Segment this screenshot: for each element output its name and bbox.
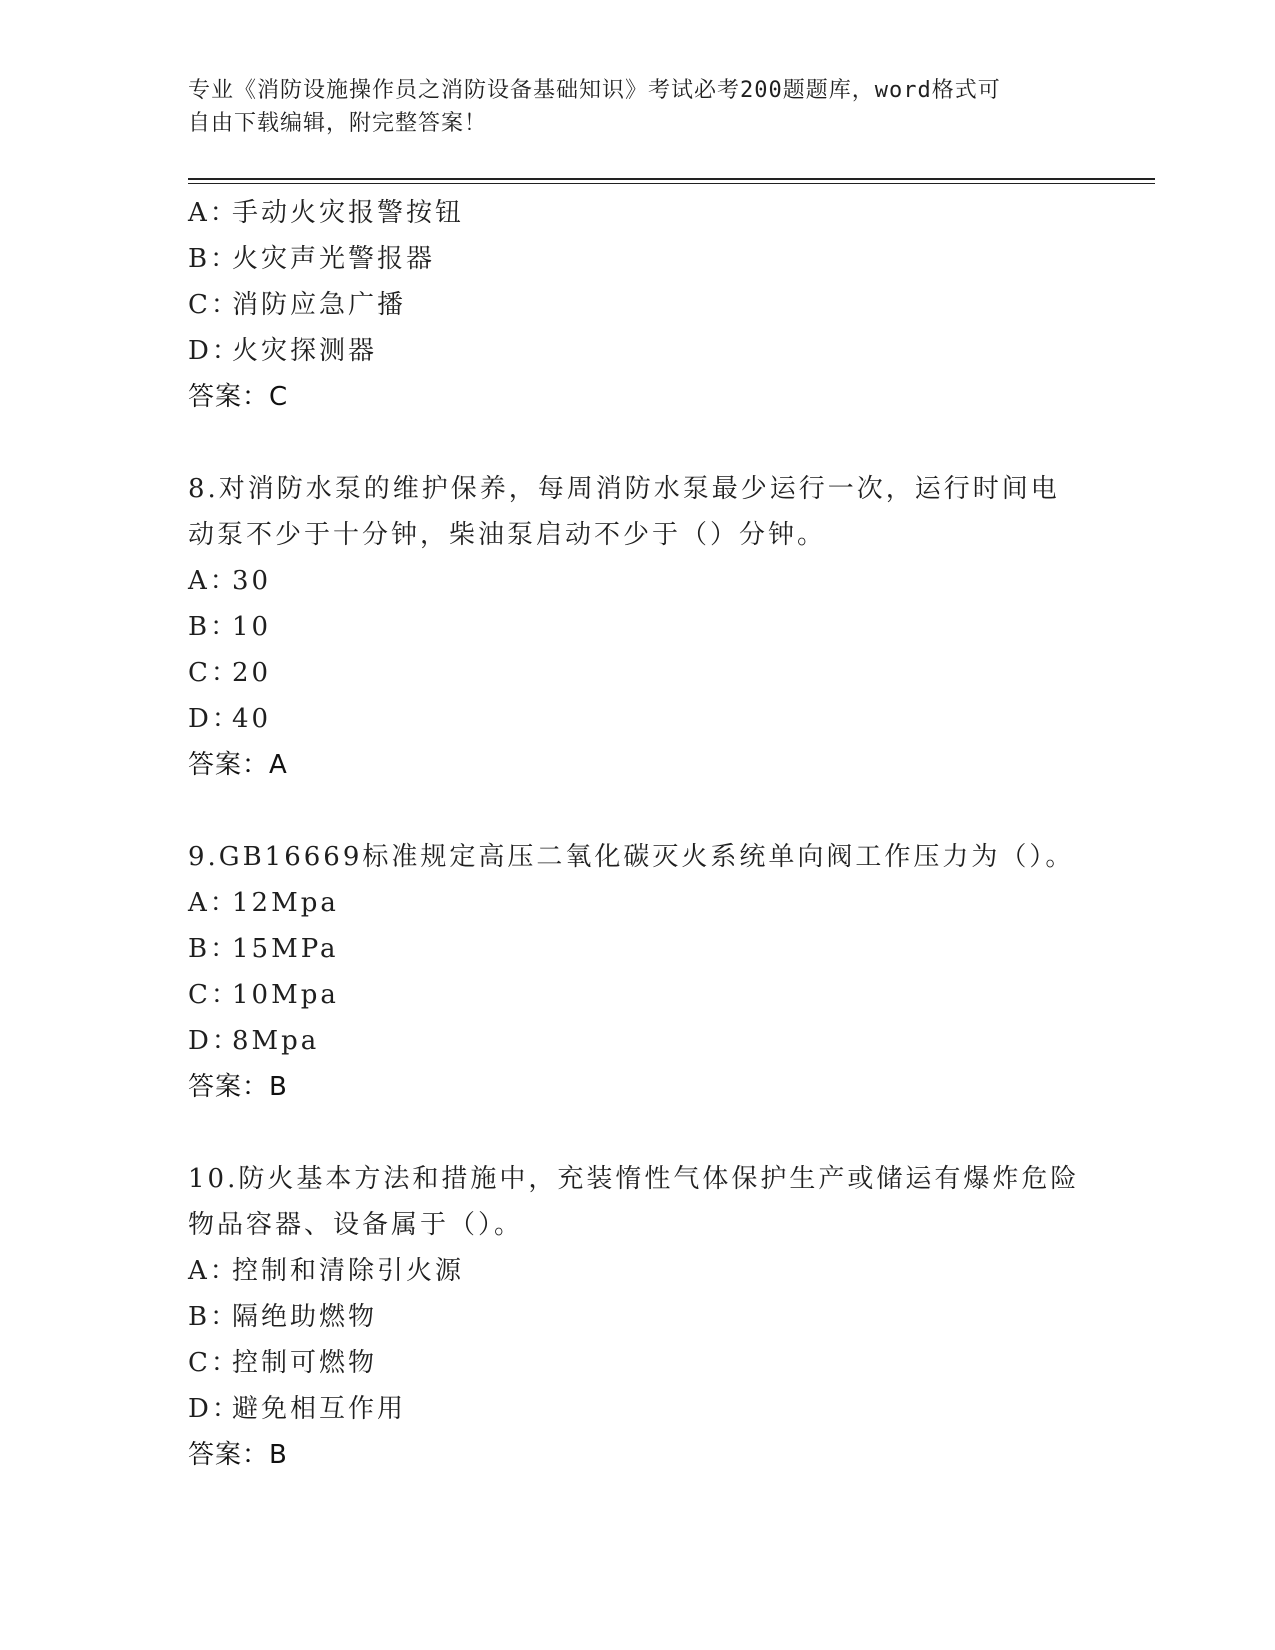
option-text: 控制可燃物 [232, 1348, 378, 1378]
header-line-2: 自由下载编辑，附完整答案！ [188, 111, 488, 136]
option-a [188, 1248, 1088, 1294]
option-text: 控制和清除引火源 [232, 1256, 465, 1286]
option-text: 8Mpa [232, 1026, 320, 1056]
answer-line: 答案：B [188, 1072, 288, 1102]
option-letter: A： [188, 1256, 239, 1286]
option-b [188, 236, 1088, 282]
option-letter: B： [188, 612, 240, 642]
question-text: 10.防火基本方法和措施中，充装惰性气体保护生产或储运有爆炸危险物品容器、设备属于（）。 [188, 1164, 1080, 1240]
header-divider-thick [188, 178, 1155, 180]
spacer [188, 788, 1088, 834]
option-letter: A： [188, 566, 239, 596]
option-c [188, 282, 1088, 328]
option-c [188, 972, 1088, 1018]
question-list [188, 190, 1088, 1478]
option-text: 隔绝助燃物 [232, 1302, 378, 1332]
option-letter: D： [188, 1394, 241, 1424]
option-a [188, 880, 1088, 926]
option-letter: C： [188, 658, 240, 688]
document-header [188, 74, 1068, 140]
option-text: 火灾探测器 [232, 336, 378, 366]
header-line-1: 专业《消防设施操作员之消防设备基础知识》考试必考200题题库，word格式可 [188, 78, 1001, 103]
question-8 [188, 466, 1088, 788]
option-b [188, 1294, 1088, 1340]
question-text: 9.GB16669标准规定高压二氧化碳灭火系统单向阀工作压力为（）。 [188, 842, 1075, 872]
option-text: 40 [232, 704, 272, 734]
question-text: 8.对消防水泵的维护保养，每周消防水泵最少运行一次，运行时间电动泵不少于十分钟，柴油泵启动不少于（）分钟。 [188, 474, 1060, 550]
option-text: 火灾声光警报器 [232, 244, 436, 274]
option-text: 15MPa [232, 934, 339, 964]
option-letter: A： [188, 198, 239, 228]
option-letter: B： [188, 244, 240, 274]
option-c [188, 1340, 1088, 1386]
option-text: 12Mpa [232, 888, 339, 918]
option-a [188, 558, 1088, 604]
option-letter: C： [188, 980, 240, 1010]
option-c [188, 650, 1088, 696]
option-text: 手动火灾报警按钮 [232, 198, 465, 228]
answer-line: 答案：B [188, 1440, 288, 1470]
option-letter: D： [188, 704, 241, 734]
option-b [188, 926, 1088, 972]
option-a [188, 190, 1088, 236]
spacer [188, 1110, 1088, 1156]
answer-line: 答案：A [188, 750, 288, 780]
option-d [188, 328, 1088, 374]
option-d [188, 1386, 1088, 1432]
option-letter: D： [188, 336, 241, 366]
question-9 [188, 834, 1088, 1110]
option-text: 避免相互作用 [232, 1394, 407, 1424]
option-text: 10 [232, 612, 272, 642]
option-letter: C： [188, 1348, 240, 1378]
option-letter: D： [188, 1026, 241, 1056]
option-text: 10Mpa [232, 980, 339, 1010]
option-d [188, 1018, 1088, 1064]
option-letter: B： [188, 1302, 240, 1332]
question-10 [188, 1156, 1088, 1478]
spacer [188, 420, 1088, 466]
option-text: 30 [232, 566, 272, 596]
option-letter: B： [188, 934, 240, 964]
header-divider-thin [188, 183, 1155, 184]
option-letter: A： [188, 888, 239, 918]
question-7 [188, 190, 1088, 420]
option-d [188, 696, 1088, 742]
option-text: 20 [232, 658, 272, 688]
option-b [188, 604, 1088, 650]
option-letter: C： [188, 290, 240, 320]
answer-line: 答案：C [188, 382, 289, 412]
option-text: 消防应急广播 [232, 290, 407, 320]
